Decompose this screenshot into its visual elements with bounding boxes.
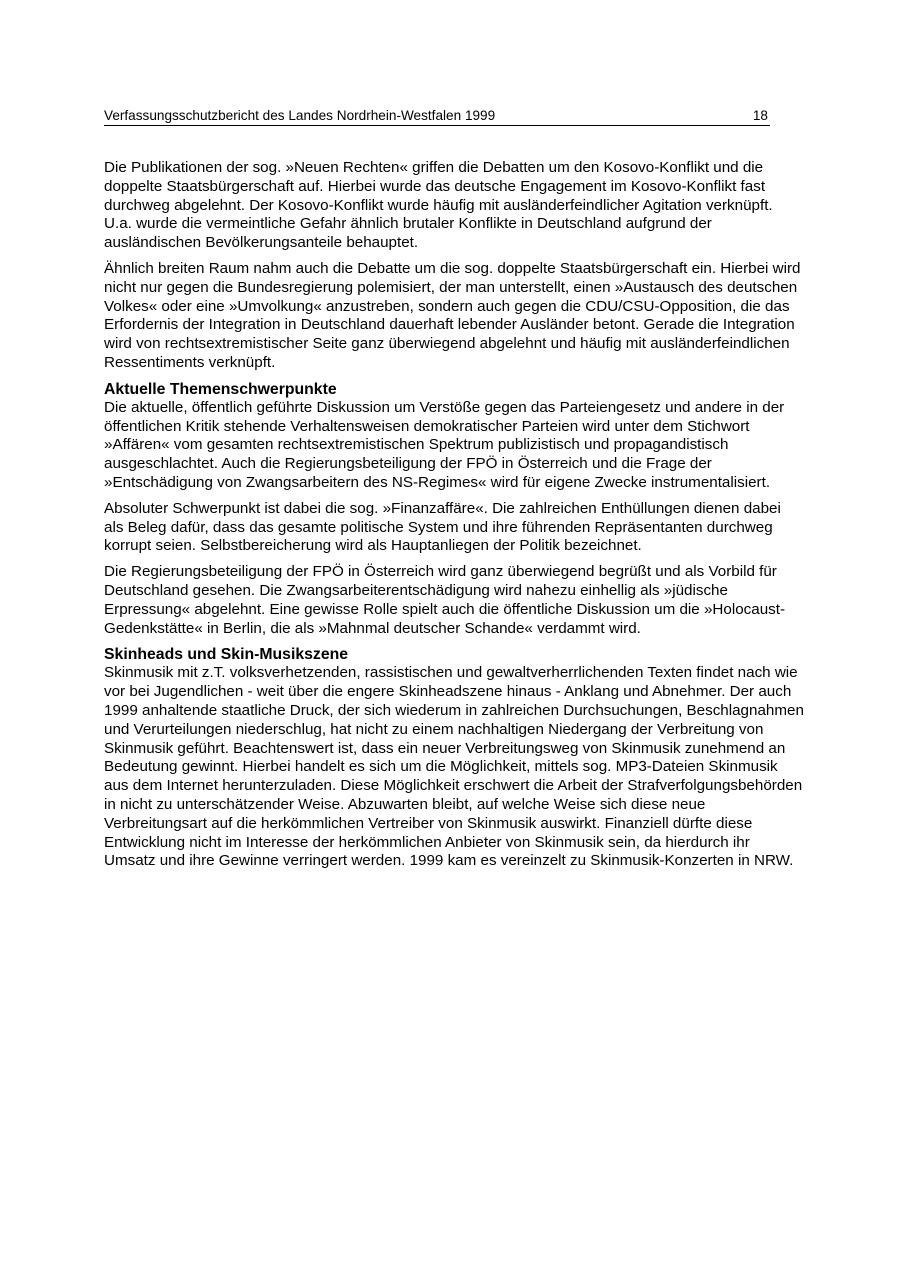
- section-heading-skinheads: Skinheads und Skin-Musikszene: [104, 646, 349, 664]
- page-header: [104, 107, 770, 126]
- paragraph-citizenship-debate: Ähnlich breiten Raum nahm auch die Debatte um die sog. doppelte Staatsbürgerschaft ein. Hierbei wird nicht nur gegen die Bundesregierung polemisiert, der man unterstellt, einen »Austausch des deutschen Volkes« oder eine »Umvolkung« anzustreben, sondern auch gegen die CDU/CSU-Opposition, die das Erfordernis der Integration in Deutschland dauerhaft lebender Ausländer betont. Gerade die Integration wird von rechtsextremistischer Seite ganz überwiegend abgelehnt und häufig mit ausländerfeindlichen Ressentiments verknüpft.: [104, 259, 801, 371]
- page-number: 18: [752, 108, 768, 123]
- header-title: Verfassungsschutzbericht des Landes Nordrhein-Westfalen 1999: [104, 108, 496, 123]
- paragraph-finance-affair: Absoluter Schwerpunkt ist dabei die sog. »Finanzaffäre«. Die zahlreichen Enthüllungen dienen dabei als Beleg dafür, dass das gesamte politische System und ihre führenden Repräsentanten durchweg korrupt seien. Selbstbereicherung wird als Hauptanliegen der Politik bezeichnet.: [104, 499, 781, 555]
- paragraph-fpoe: Die Regierungsbeteiligung der FPÖ in Österreich wird ganz überwiegend begrüßt und als Vorbild für Deutschland gesehen. Die Zwangsarbeiterentschädigung wird nahezu einhellig als »jüdische Erpressung« abgelehnt. Eine gewisse Rolle spielt auch die öffentliche Diskussion um die »Holocaust-Gedenkstätte« in Berlin, die als »Mahnmal deutscher Schande« verdammt wird.: [104, 563, 786, 637]
- section-heading-current-topics: Aktuelle Themenschwerpunkte: [104, 380, 337, 398]
- paragraph-affairs: Die aktuelle, öffentlich geführte Diskussion um Verstöße gegen das Parteiengesetz und andere in der öffentlichen Kritik stehende Verhaltensweisen demokratischer Parteien wird unter dem Stichwort »Affären« vom gesamten rechtsextremistischen Spektrum publizistisch und propagandistisch ausgeschlachtet. Auch die Regierungsbeteiligung der FPÖ in Österreich und die Frage der »Entschädigung von Zwangsarbeitern des NS-Regimes« wird für eigene Zwecke instrumentalisiert.: [104, 398, 785, 491]
- document-body: [104, 159, 804, 878]
- paragraph-kosovo-debate: Die Publikationen der sog. »Neuen Rechten« griffen die Debatten um den Kosovo-Konflikt und die doppelte Staatsbürgerschaft auf. Hierbei wurde das deutsche Engagement im Kosovo-Konflikt fast durchweg abgelehnt. Der Kosovo-Konflikt wurde häufig mit ausländerfeindlicher Agitation verknüpft. U.a. wurde die vermeintliche Gefahr ähnlich brutaler Konflikte in Deutschland aufgrund der ausländischen Bevölkerungsanteile behauptet.: [104, 159, 773, 252]
- paragraph-skinmusic: Skinmusik mit z.T. volksverhetzenden, rassistischen und gewaltverherrlichenden Texten findet nach wie vor bei Jugendlichen - weit über die engere Skinheadszene hinaus - Anklang und Abnehmer. Der auch 1999 anhaltende staatliche Druck, der sich wiederum in zahlreichen Durchsuchungen, Beschlagnahmen und Verurteilungen niederschlug, hat nicht zu einem nachhaltigen Niedergang der Verbreitung von Skinmusik geführt. Beachtenswert ist, dass ein neuer Verbreitungsweg von Skinmusik zunehmend an Bedeutung gewinnt. Hierbei handelt es sich um die Möglichkeit, mittels sog. MP3-Dateien Skinmusik aus dem Internet herunterzuladen. Diese Möglichkeit erschwert die Arbeit der Strafverfolgungsbehörden in nicht zu unterschätzender Weise. Abzuwarten bleibt, auf welche Weise sich diese neue Verbreitungsart auf die herkömmlichen Vertreiber von Skinmusik auswirkt. Finanziell dürfte diese Entwicklung nicht im Interesse der herkömmlichen Anbieter von Skinmusik sein, da hierdurch ihr Umsatz und ihre Gewinne verringert werden. 1999 kam es vereinzelt zu Skinmusik-Konzerten in NRW.: [104, 664, 804, 870]
